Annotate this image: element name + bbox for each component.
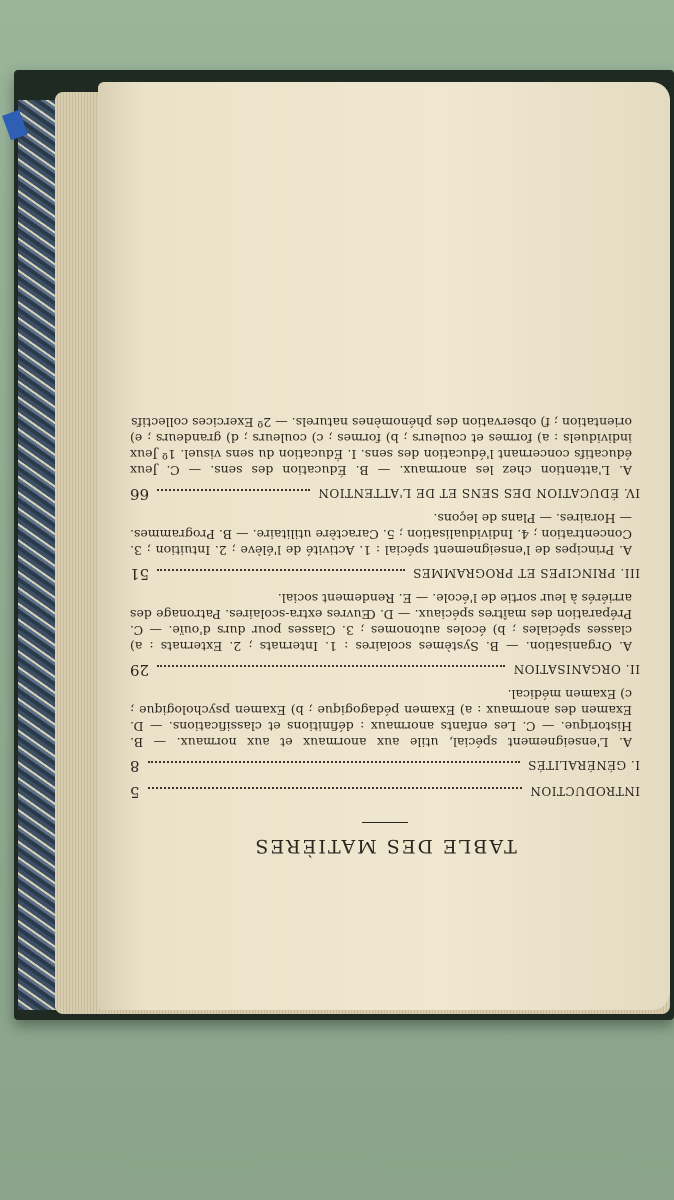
- toc-entry: [130, 564, 640, 582]
- toc-entry: [130, 660, 640, 678]
- toc-entry: [130, 756, 640, 774]
- toc-entry-page: 66: [130, 485, 150, 503]
- toc-entry-description: A. L'attention chez les anormaux. — B. Éducation des sens. — C. Jeux éducatifs concernant l'éducation des sens. I. Éducation du sens visuel. 1º Jeux individuels : a) formes et couleurs ; b) formes ; c) couleurs ; d) grandeurs ; e) orientation ; f) observation des phénomènes naturels. — 2º Exercices collectifs: [130, 415, 632, 478]
- toc-entry-page: 8: [130, 757, 140, 775]
- toc-entry-page: 5: [130, 783, 140, 801]
- toc-entry-page: 51: [130, 565, 150, 583]
- toc-leader-dots: [148, 761, 520, 763]
- toc-leader-dots: [148, 787, 522, 789]
- toc-leader-dots: [157, 489, 310, 491]
- title-divider: [362, 822, 408, 823]
- toc-entry-page: 29: [130, 661, 150, 679]
- toc-entry: [130, 484, 640, 502]
- toc-entry-description: A. Principes de l'enseignement spécial : 1. Activité de l'élève ; 2. Intuition ; 3. Concentration ; 4. Individualisation ; 5. Caractère utilitaire. — B. Programmes. — Horaires. — Plans de leçons.: [130, 511, 632, 558]
- toc-entry: [130, 782, 640, 800]
- page-title: TABLE DES MATIÈRES: [253, 835, 517, 857]
- toc-entry-label: IV. ÉDUCATION DES SENS ET DE L'ATTENTION: [317, 486, 640, 500]
- toc-entry-label: II. ORGANISATION: [513, 662, 640, 676]
- toc-leader-dots: [157, 569, 405, 571]
- toc-entry-label: INTRODUCTION: [529, 784, 640, 798]
- toc-content: [130, 200, 640, 860]
- toc-entry-description: A. L'enseignement spécial, utile aux anormaux et aux normaux. — B. Historique. — C. Les enfants anormaux : définitions et classifications. — D. Examen des anormaux : a) Examen pédagogique ; b) Examen psychologique ; c) Examen médical.: [130, 687, 632, 750]
- toc-entry-description: A. Organisation. — B. Systèmes scolaires : 1. Internats ; 2. Externats : a) classes spéciales ; b) écoles autonomes ; 3. Classes pour durs d'ouïe. — C. Préparation des maîtres spéciaux. — D. Œuvres extra-scolaires. Patronage des arriérés à leur sortie de l'école. — E. Rendement social.: [130, 591, 632, 654]
- toc-entry-label: I. GÉNÉRALITÉS: [527, 758, 640, 772]
- toc-entry-label: III. PRINCIPES ET PROGRAMMES: [412, 566, 640, 580]
- toc-leader-dots: [157, 665, 505, 667]
